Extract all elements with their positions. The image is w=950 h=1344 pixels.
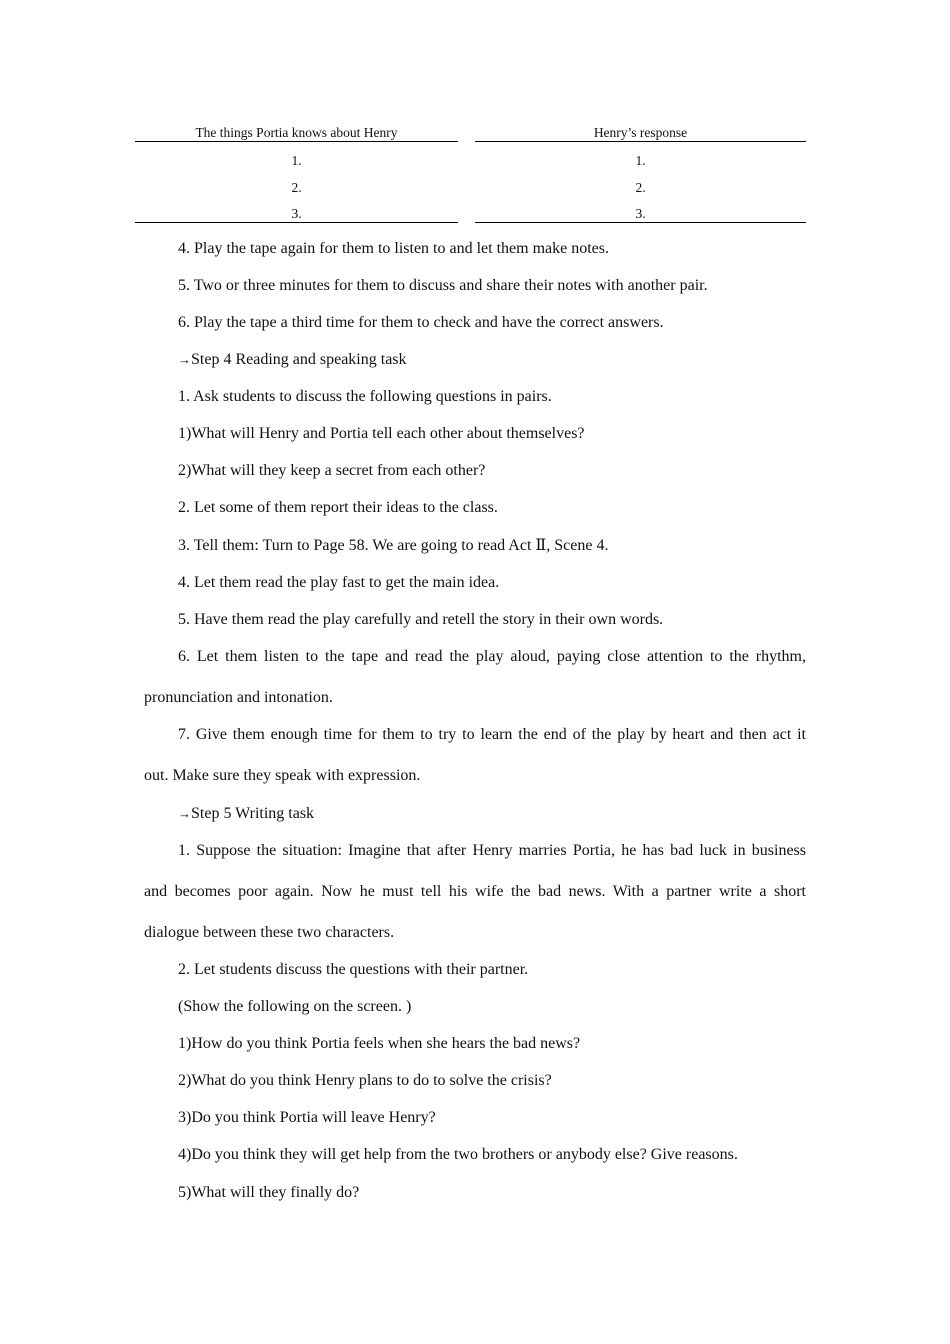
step4-item-4: 4. Let them read the play fast to get the main idea. [178,574,500,591]
step4-item-6-line1: 6. Let them listen to the tape and read the play aloud, paying close attention to the rhythm, [178,648,806,665]
table-row: 3. [291,206,302,221]
arrow-right-icon: → [178,806,191,821]
step5-question-4: 4)Do you think they will get help from the two brothers or anybody else? Give reasons. [178,1146,738,1163]
step5-question-1: 1)How do you think Portia feels when she hears the bad news? [178,1035,581,1052]
step5-item-1-line2: and becomes poor again. Now he must tell his wife the bad news. With a partner write a short [144,883,806,900]
step5-item-1-line3: dialogue between these two characters. [144,924,395,941]
step4-item-6-line2: pronunciation and intonation. [144,689,333,706]
step4-item-7-line1: 7. Give them enough time for them to try to learn the end of the play by heart and then act it [178,726,806,743]
table-row: 3. [635,206,646,221]
table-row: 2. [635,179,646,195]
step5-question-3: 3)Do you think Portia will leave Henry? [178,1109,436,1126]
step5-heading-text: Step 5 Writing task [191,805,315,822]
step4-item-5: 5. Have them read the play carefully and retell the story in their own words. [178,611,664,628]
step4-item-7-line2: out. Make sure they speak with expression. [144,767,421,784]
step5-item-2: 2. Let students discuss the questions with their partner. [178,961,529,978]
notes-table-right [475,124,806,223]
table-row: 1. [291,153,302,168]
step3-item-6: 6. Play the tape a third time for them to check and have the correct answers. [178,314,664,331]
arrow-right-icon: → [178,352,191,367]
step3-item-4: 4. Play the tape again for them to listen to and let them make notes. [178,240,609,257]
step4-heading-text: Step 4 Reading and speaking task [191,351,407,368]
step4-item-1: 1. Ask students to discuss the following questions in pairs. [178,388,552,405]
step5-heading [144,805,806,823]
step5-screen-note: (Show the following on the screen. ) [178,998,412,1015]
table-row: 1. [635,153,646,168]
step5-question-2: 2)What do you think Henry plans to do to solve the crisis? [178,1072,552,1089]
table-row: 2. [291,179,302,195]
notes-table-left [135,124,458,223]
step5-item-1-line1: 1. Suppose the situation: Imagine that after Henry marries Portia, he has bad luck in business [178,842,806,859]
step4-question-2: 2)What will they keep a secret from each other? [178,462,486,479]
step4-item-3: 3. Tell them: Turn to Page 58. We are going to read Act Ⅱ, Scene 4. [178,537,609,554]
table-body-right [475,142,806,223]
table-header-portia-knows: The things Portia knows about Henry [135,124,458,142]
step3-item-5: 5. Two or three minutes for them to discuss and share their notes with another pair. [178,277,708,294]
step4-heading [144,351,806,369]
step4-question-1: 1)What will Henry and Portia tell each other about themselves? [178,425,585,442]
table-header-henry-response: Henry’s response [475,124,806,142]
step5-question-5: 5)What will they finally do? [178,1184,360,1201]
step4-item-2: 2. Let some of them report their ideas to the class. [178,499,498,516]
table-body-left [135,142,458,223]
